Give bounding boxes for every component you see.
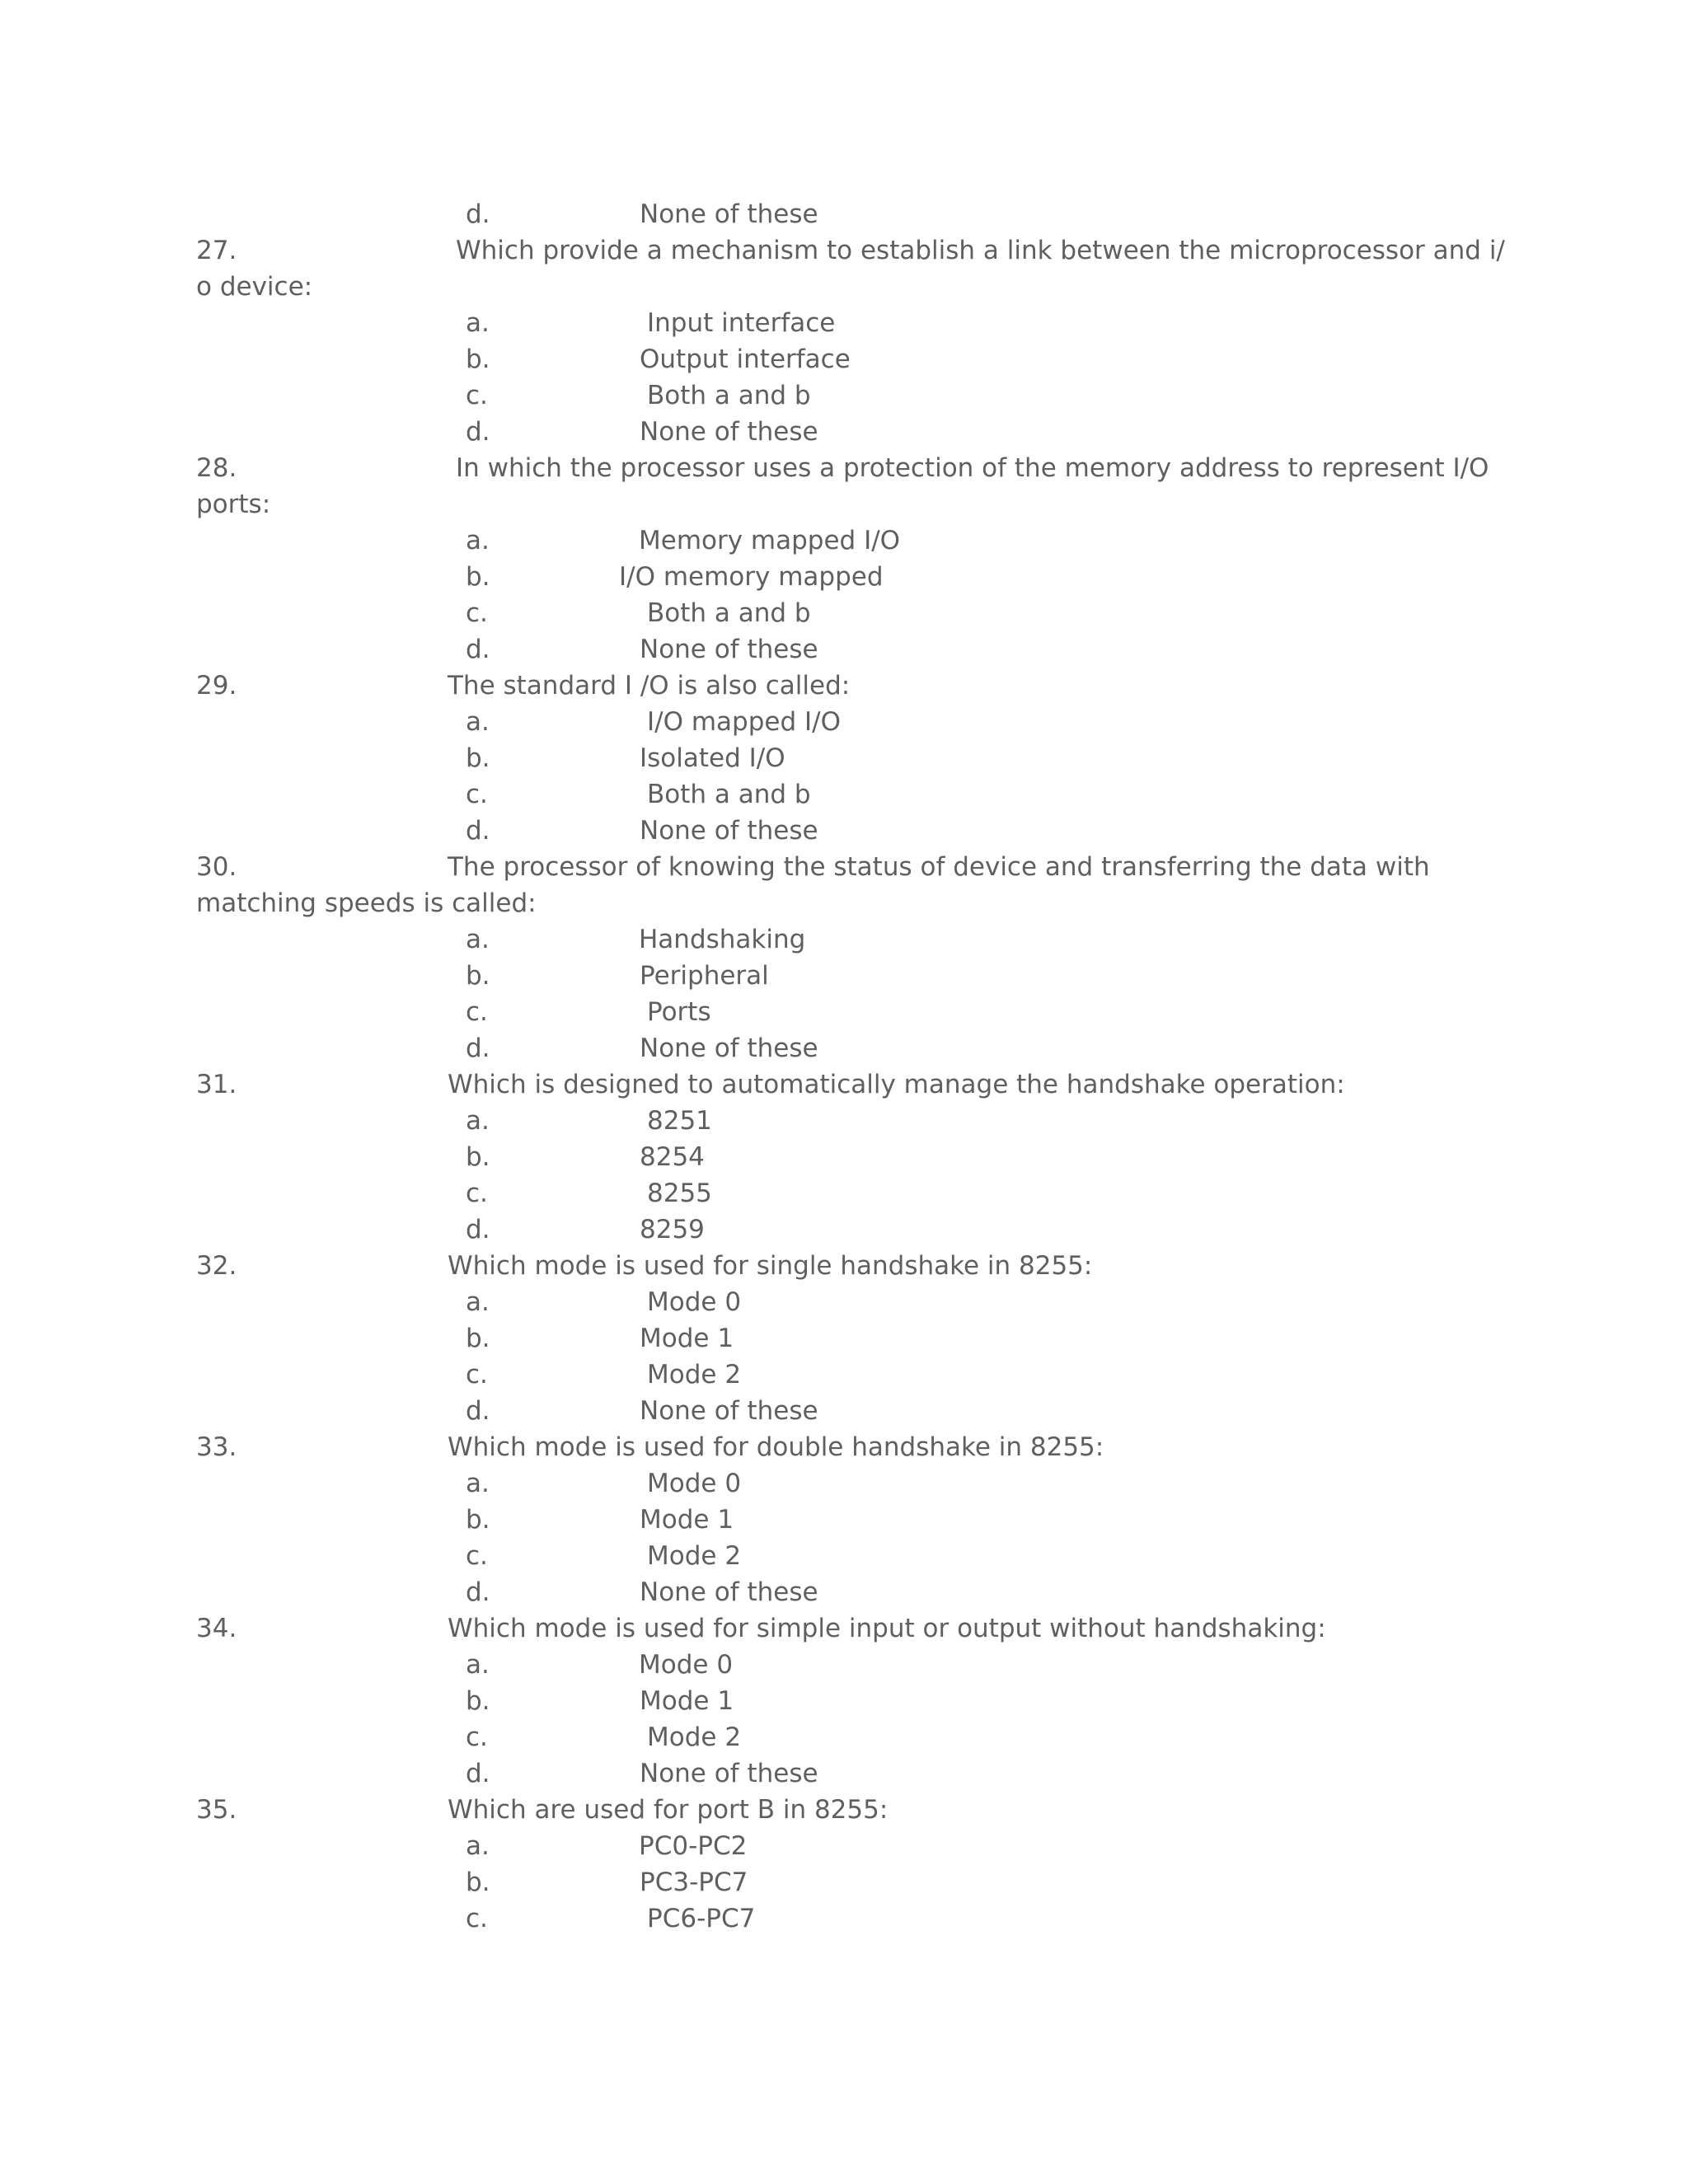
option-text: Mode 0 xyxy=(647,1287,742,1317)
option-text: Mode 0 xyxy=(639,1650,734,1680)
question-text: Which are used for port B in 8255: xyxy=(448,1795,889,1825)
option-text: Mode 2 xyxy=(647,1722,742,1752)
option-text: None of these xyxy=(640,1033,818,1063)
option-letter: d. xyxy=(466,199,490,229)
option-text: I/O memory mapped xyxy=(619,562,884,592)
question-number: 33. xyxy=(196,1432,237,1462)
question-text: ports: xyxy=(196,490,271,519)
question-text: The processor of knowing the status of device and transferring the data with xyxy=(448,852,1430,882)
option-text: Mode 2 xyxy=(647,1541,742,1571)
option-text: Output interface xyxy=(640,344,851,374)
option-text: Both a and b xyxy=(647,780,811,809)
option-letter: b. xyxy=(466,1324,490,1353)
option-letter: c. xyxy=(466,381,488,410)
option-text: Mode 1 xyxy=(640,1686,734,1716)
option-letter: b. xyxy=(466,1142,490,1172)
option-text: PC3-PC7 xyxy=(640,1868,748,1897)
option-text: PC6-PC7 xyxy=(647,1904,756,1933)
option-letter: b. xyxy=(466,344,490,374)
option-text: None of these xyxy=(640,635,818,664)
question-number: 29. xyxy=(196,671,237,701)
option-letter: d. xyxy=(466,417,490,447)
option-text: Both a and b xyxy=(647,381,811,410)
option-letter: a. xyxy=(466,526,490,555)
option-letter: d. xyxy=(466,1033,490,1063)
option-letter: b. xyxy=(466,1505,490,1535)
option-letter: d. xyxy=(466,1577,490,1607)
option-letter: d. xyxy=(466,1215,490,1244)
option-letter: b. xyxy=(466,1868,490,1897)
option-text: Input interface xyxy=(647,308,836,338)
option-letter: c. xyxy=(466,997,488,1027)
option-letter: d. xyxy=(466,1759,490,1788)
option-letter: c. xyxy=(466,1360,488,1390)
option-text: 8259 xyxy=(640,1215,705,1244)
option-text: Mode 1 xyxy=(640,1324,734,1353)
option-letter: c. xyxy=(466,780,488,809)
question-text: The standard I /O is also called: xyxy=(448,671,851,701)
question-text: Which mode is used for single handshake in 8255: xyxy=(448,1251,1093,1281)
option-letter: a. xyxy=(466,1287,490,1317)
option-text: 8251 xyxy=(647,1106,712,1136)
option-text: None of these xyxy=(640,1396,818,1426)
option-letter: d. xyxy=(466,1396,490,1426)
option-text: Handshaking xyxy=(639,925,806,954)
option-text: Peripheral xyxy=(640,961,769,991)
option-letter: a. xyxy=(466,1469,490,1498)
option-letter: b. xyxy=(466,743,490,773)
option-text: Mode 1 xyxy=(640,1505,734,1535)
option-text: Memory mapped I/O xyxy=(639,526,901,555)
option-text: 8255 xyxy=(647,1179,712,1208)
question-text: Which is designed to automatically manage the handshake operation: xyxy=(448,1070,1345,1099)
question-number: 35. xyxy=(196,1795,237,1825)
option-text: Mode 2 xyxy=(647,1360,742,1390)
question-text: o device: xyxy=(196,272,313,302)
question-text: Which mode is used for simple input or output without handshaking: xyxy=(448,1614,1326,1643)
question-number: 34. xyxy=(196,1614,237,1643)
option-letter: c. xyxy=(466,1541,488,1571)
option-letter: a. xyxy=(466,308,490,338)
question-number: 32. xyxy=(196,1251,237,1281)
option-letter: d. xyxy=(466,816,490,846)
question-text: In which the processor uses a protection of the memory address to represent I/O xyxy=(456,453,1489,483)
option-text: 8254 xyxy=(640,1142,705,1172)
option-text: Both a and b xyxy=(647,598,811,628)
question-text: matching speeds is called: xyxy=(196,888,537,918)
question-number: 30. xyxy=(196,852,237,882)
option-letter: c. xyxy=(466,598,488,628)
option-text: None of these xyxy=(640,816,818,846)
option-letter: b. xyxy=(466,562,490,592)
option-text: None of these xyxy=(640,417,818,447)
question-number: 27. xyxy=(196,236,237,265)
option-text: PC0-PC2 xyxy=(639,1831,748,1861)
option-text: Ports xyxy=(647,997,711,1027)
option-letter: a. xyxy=(466,707,490,737)
option-letter: d. xyxy=(466,635,490,664)
option-letter: a. xyxy=(466,925,490,954)
option-letter: a. xyxy=(466,1650,490,1680)
option-text: Mode 0 xyxy=(647,1469,742,1498)
question-number: 28. xyxy=(196,453,237,483)
question-number: 31. xyxy=(196,1070,237,1099)
option-text: None of these xyxy=(640,199,818,229)
option-letter: b. xyxy=(466,961,490,991)
option-letter: c. xyxy=(466,1904,488,1933)
question-text: Which provide a mechanism to establish a link between the microprocessor and i/ xyxy=(456,236,1505,265)
option-letter: a. xyxy=(466,1831,490,1861)
option-text: None of these xyxy=(640,1759,818,1788)
option-letter: b. xyxy=(466,1686,490,1716)
option-text: I/O mapped I/O xyxy=(647,707,841,737)
option-text: None of these xyxy=(640,1577,818,1607)
question-text: Which mode is used for double handshake in 8255: xyxy=(448,1432,1104,1462)
option-letter: a. xyxy=(466,1106,490,1136)
option-letter: c. xyxy=(466,1722,488,1752)
option-letter: c. xyxy=(466,1179,488,1208)
option-text: Isolated I/O xyxy=(640,743,785,773)
